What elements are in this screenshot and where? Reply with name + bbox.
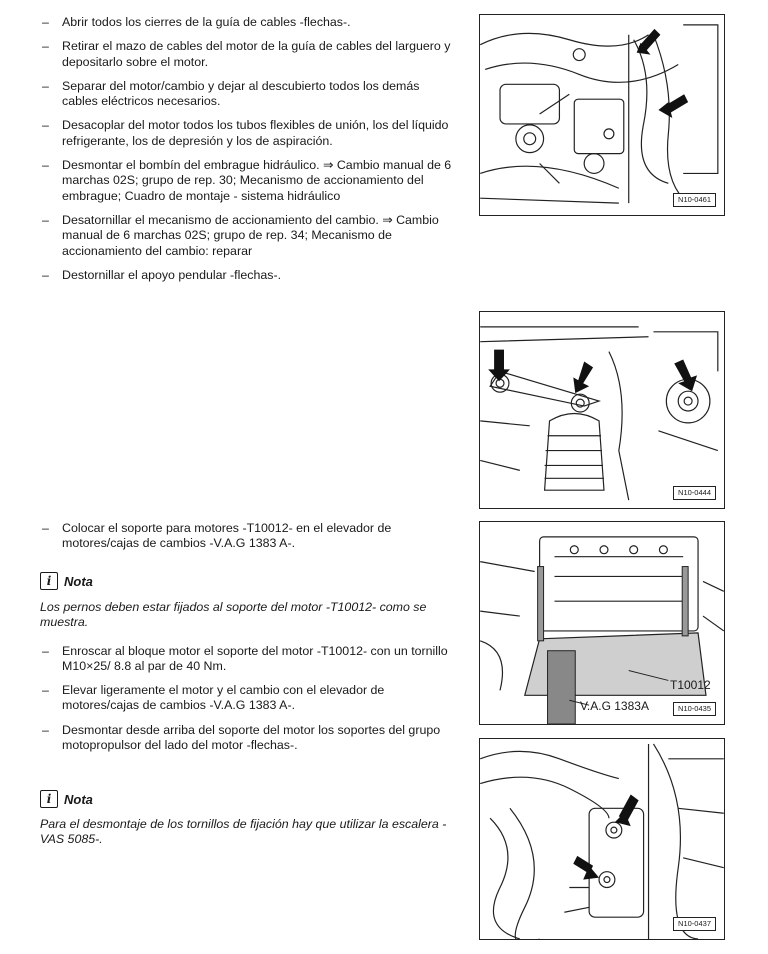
engine-bay-illustration-2 bbox=[480, 312, 724, 508]
step-4: – Desacoplar del motor todos los tubos flexibles de unión, los del líquido refrigerante, los de depresión y los de aspiración. bbox=[42, 118, 449, 148]
figure-cable-guide bbox=[479, 14, 725, 216]
step-2: – Retirar el mazo de cables del motor de la guía de cables del larguero y depositarlo sobre el motor. bbox=[42, 39, 451, 69]
step-1: – Abrir todos los cierres de la guía de cables -flechas-. bbox=[42, 15, 351, 29]
step-11: – Desmontar desde arriba del soporte del motor los soportes del grupo motopropulsor del lado del motor -flechas-. bbox=[42, 723, 441, 753]
step-4-text: Desacoplar del motor todos los tubos flexibles de unión, los del líquido refrigerante, los de depresión y los de aspiración. bbox=[62, 118, 449, 148]
steps-block-2 bbox=[40, 521, 455, 552]
figure-engine-support bbox=[479, 521, 725, 725]
step-9: – Enroscar al bloque motor el soporte del motor -T10012- con un tornillo M10×25/ 8.8 al par de 40 Nm. bbox=[42, 644, 448, 674]
step-7-text: Destornillar el apoyo pendular -flechas-. bbox=[62, 267, 282, 282]
step-7: – Destornillar el apoyo pendular -flechas-. bbox=[42, 267, 282, 282]
step-6-text: Desatornillar el mecanismo de accionamiento del cambio. ⇒ Cambio manual de 6 marchas 02S; grupo de rep. 34; Mecanismo de accionamiento del cambio: reparar bbox=[62, 212, 439, 258]
steps-block-3 bbox=[40, 644, 455, 754]
figure-code: N10-0435 bbox=[673, 702, 716, 716]
info-icon: i bbox=[40, 572, 58, 590]
figure-code: N10-0444 bbox=[673, 486, 716, 500]
figure-code: N10-0437 bbox=[673, 917, 716, 931]
steps-block-1 bbox=[40, 15, 455, 283]
note-text-2: Para el desmontaje de los tornillos de fijación hay que utilizar la escalera -VAS 5085-. bbox=[40, 817, 447, 847]
engine-support-illustration bbox=[480, 522, 724, 724]
figure-code: N10-0461 bbox=[673, 193, 716, 207]
step-2-text: Retirar el mazo de cables del motor de la guía de cables del larguero y depositarlo sobre el motor. bbox=[62, 39, 451, 69]
info-icon: i bbox=[40, 790, 58, 808]
step-8-text: Colocar el soporte para motores -T10012- en el elevador de motores/cajas de cambios -V.A.G 1383 A-. bbox=[62, 521, 392, 551]
step-5-text: Desmontar el bombín del embrague hidráulico. ⇒ Cambio manual de 6 marchas 02S; grupo de rep. 30; Mecanismo de accionamiento del embrague; Cuadro de montaje - sistema hidráulico bbox=[62, 158, 452, 203]
step-9-text: Enroscar al bloque motor el soporte del motor -T10012- con un tornillo M10×25/ 8.8 al par de 40 Nm. bbox=[62, 644, 448, 674]
tool-label-vag1383a: V.A.G 1383A bbox=[580, 699, 649, 713]
note-title-1: Nota bbox=[64, 573, 93, 589]
note-text-1: Los pernos deben estar fijados al soporte del motor -T10012- como se muestra. bbox=[40, 600, 427, 630]
tool-label-t10012: T10012 bbox=[670, 678, 711, 692]
figure-powertrain-mount bbox=[479, 738, 725, 940]
step-1-text: Abrir todos los cierres de la guía de cables -flechas-. bbox=[62, 15, 351, 29]
step-3-text: Separar del motor/cambio y dejar al descubierto todos los demás cables eléctricos necesarios. bbox=[62, 78, 420, 109]
note-title-2: Nota bbox=[64, 791, 93, 807]
step-10: – Elevar ligeramente el motor y el cambio con el elevador de motores/cajas de cambios -V.A.G 1383 A-. bbox=[42, 682, 385, 712]
step-5: – Desmontar el bombín del embrague hidráulico. ⇒ Cambio manual de 6 marchas 02S; grupo de rep. 30; Mecanismo de accionamiento del embrague; Cuadro de montaje - sistema hidráulico bbox=[42, 158, 452, 203]
step-6: – Desatornillar el mecanismo de accionamiento del cambio. ⇒ Cambio manual de 6 marchas 02S; grupo de rep. 34; Mecanismo de accionamiento del cambio: reparar bbox=[42, 212, 439, 258]
step-11-text: Desmontar desde arriba del soporte del motor los soportes del grupo motopropulsor del lado del motor -flechas-. bbox=[62, 723, 441, 753]
step-3: – Separar del motor/cambio y dejar al descubierto todos los demás cables eléctricos necesarios. bbox=[42, 78, 420, 109]
note-heading-2 bbox=[40, 790, 93, 808]
note-heading-1 bbox=[40, 572, 93, 590]
step-8: – Colocar el soporte para motores -T10012- en el elevador de motores/cajas de cambios -V.A.G 1383 A-. bbox=[42, 521, 392, 551]
engine-bay-illustration-4 bbox=[480, 739, 724, 939]
step-10-text: Elevar ligeramente el motor y el cambio con el elevador de motores/cajas de cambios -V.A.G 1383 A-. bbox=[62, 682, 385, 712]
figure-pendulum-mount bbox=[479, 311, 725, 509]
engine-bay-illustration-1 bbox=[480, 15, 724, 215]
